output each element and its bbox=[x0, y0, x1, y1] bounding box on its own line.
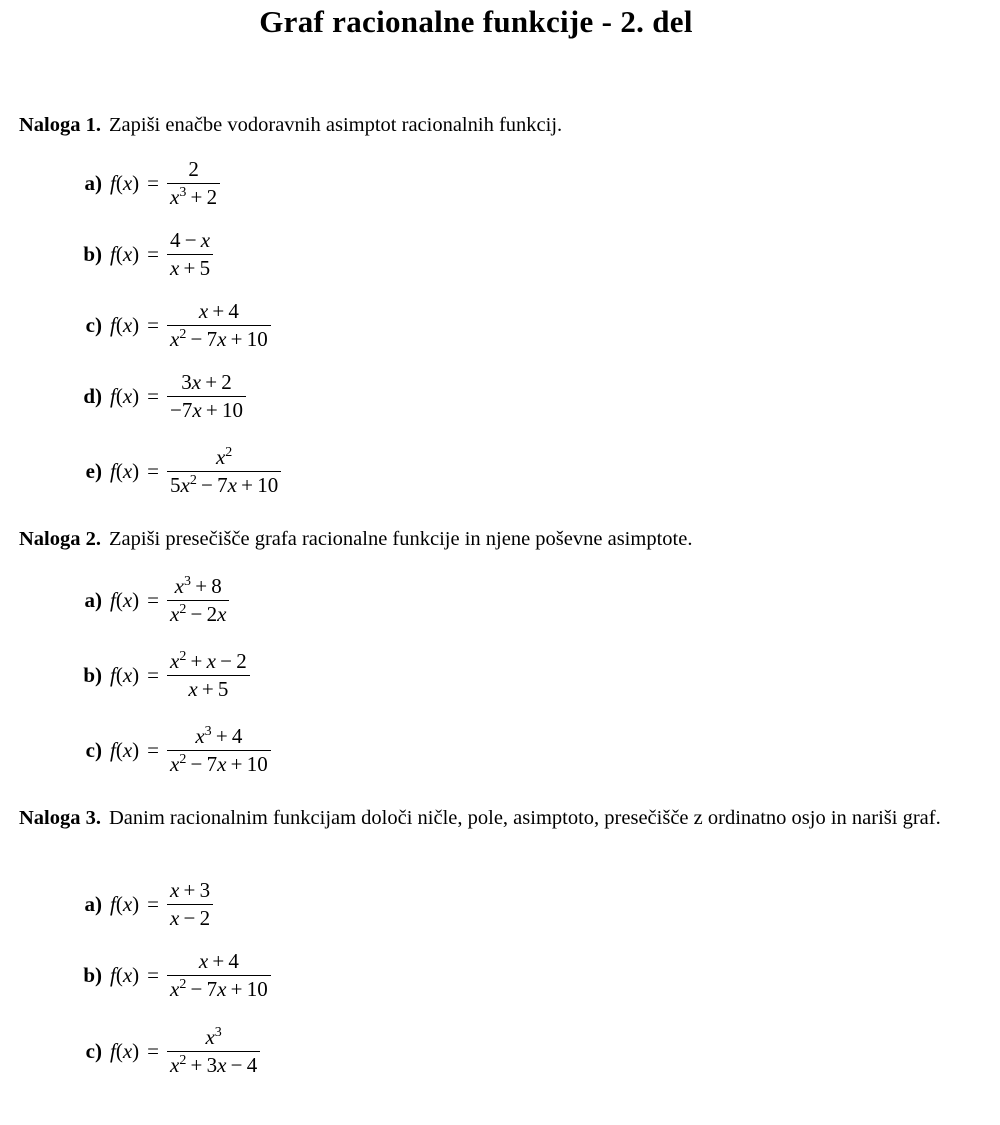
page-title: Graf racionalne funkcije - 2. del bbox=[259, 4, 693, 39]
task-label: Naloga 3. bbox=[19, 807, 101, 829]
item-letter: a) bbox=[84, 891, 102, 916]
numerator: $x^3 + 4$ bbox=[195, 723, 243, 748]
equals-sign: = bbox=[147, 891, 160, 916]
task-label: Naloga 1. bbox=[19, 114, 101, 136]
numerator: x + 4 bbox=[198, 298, 239, 323]
task-1-item-e bbox=[68, 441, 281, 501]
fraction bbox=[167, 573, 229, 628]
numerator: $x^3$ bbox=[205, 1024, 222, 1049]
task-text: Danim racionalnim funkcijam določi ničle, pole, asimptoto, presečišče z ordinatno osjo in nariši graf. bbox=[109, 807, 941, 829]
numerator: $x^3 + 8$ bbox=[174, 573, 222, 598]
equals-sign: = bbox=[147, 1038, 160, 1063]
item-letter: c) bbox=[85, 737, 102, 762]
fraction bbox=[167, 723, 271, 778]
denominator: $5x^2 - 7x + 10$ bbox=[170, 472, 279, 497]
denominator: $x^2 - 7x + 10$ bbox=[170, 326, 268, 351]
equals-sign: = bbox=[147, 962, 160, 987]
item-letter: e) bbox=[85, 458, 102, 483]
task-text: Zapiši enačbe vodoravnih asimptot racionalnih funkcij. bbox=[109, 114, 563, 136]
item-letter: a) bbox=[84, 170, 102, 195]
denominator: $x^2 - 2x$ bbox=[170, 601, 227, 626]
function-name: f(x) bbox=[110, 962, 140, 987]
task-1-item-b bbox=[68, 224, 213, 284]
denominator: x − 2 bbox=[170, 905, 211, 930]
fraction bbox=[167, 369, 246, 424]
equals-sign: = bbox=[147, 737, 160, 762]
fraction bbox=[167, 227, 213, 282]
equals-sign: = bbox=[147, 458, 160, 483]
fraction bbox=[167, 156, 220, 211]
numerator: 2 bbox=[188, 156, 199, 181]
task-1-item-d bbox=[68, 366, 246, 426]
equals-sign: = bbox=[147, 587, 160, 612]
function-name: f(x) bbox=[110, 891, 140, 916]
denominator: x + 5 bbox=[188, 676, 229, 701]
task-text: Zapiši presečišče grafa racionalne funkcije in njene poševne asimptote. bbox=[109, 528, 693, 550]
denominator: $x^3 + 2$ bbox=[170, 184, 218, 209]
task-1-item-a bbox=[68, 153, 220, 213]
task-3-item-a bbox=[68, 874, 213, 934]
fraction bbox=[167, 1024, 260, 1079]
task-2-item-b bbox=[68, 645, 250, 705]
task-1-item-c bbox=[68, 295, 271, 355]
task-label: Naloga 2. bbox=[19, 528, 101, 550]
function-name: f(x) bbox=[110, 737, 140, 762]
fraction bbox=[167, 298, 271, 353]
numerator: $x^2 + x - 2$ bbox=[170, 648, 247, 673]
task-3-item-b bbox=[68, 945, 271, 1005]
fraction bbox=[167, 948, 271, 1003]
task-3-heading bbox=[19, 804, 949, 833]
task-2-item-a bbox=[68, 570, 229, 630]
function-name: f(x) bbox=[110, 241, 140, 266]
denominator: $x^2 - 7x + 10$ bbox=[170, 751, 268, 776]
denominator: x + 5 bbox=[170, 255, 211, 280]
fraction bbox=[167, 877, 213, 932]
function-name: f(x) bbox=[110, 170, 140, 195]
equals-sign: = bbox=[147, 383, 160, 408]
fraction bbox=[167, 444, 281, 499]
function-name: f(x) bbox=[110, 662, 140, 687]
task-2-heading bbox=[19, 525, 949, 554]
function-name: f(x) bbox=[110, 312, 140, 337]
denominator: $x^2 + 3x - 4$ bbox=[170, 1052, 258, 1077]
item-letter: a) bbox=[84, 587, 102, 612]
item-letter: d) bbox=[83, 383, 102, 408]
equals-sign: = bbox=[147, 662, 160, 687]
fraction bbox=[167, 648, 250, 703]
numerator: $x^2$ bbox=[215, 444, 233, 469]
denominator: $x^2 - 7x + 10$ bbox=[170, 976, 268, 1001]
item-letter: c) bbox=[85, 1038, 102, 1063]
numerator: x + 4 bbox=[198, 948, 239, 973]
item-letter: c) bbox=[85, 312, 102, 337]
item-letter: b) bbox=[83, 662, 102, 687]
numerator: 4 − x bbox=[170, 227, 211, 252]
numerator: 3x + 2 bbox=[181, 369, 232, 394]
item-letter: b) bbox=[83, 962, 102, 987]
function-name: f(x) bbox=[110, 383, 140, 408]
equals-sign: = bbox=[147, 241, 160, 266]
task-2-item-c bbox=[68, 720, 271, 780]
equals-sign: = bbox=[147, 170, 160, 195]
function-name: f(x) bbox=[110, 587, 140, 612]
task-1-heading bbox=[19, 111, 949, 140]
item-letter: b) bbox=[83, 241, 102, 266]
equals-sign: = bbox=[147, 312, 160, 337]
denominator: −7x + 10 bbox=[170, 397, 243, 422]
numerator: x + 3 bbox=[170, 877, 211, 902]
task-3-item-c bbox=[68, 1021, 260, 1081]
function-name: f(x) bbox=[110, 458, 140, 483]
function-name: f(x) bbox=[110, 1038, 140, 1063]
